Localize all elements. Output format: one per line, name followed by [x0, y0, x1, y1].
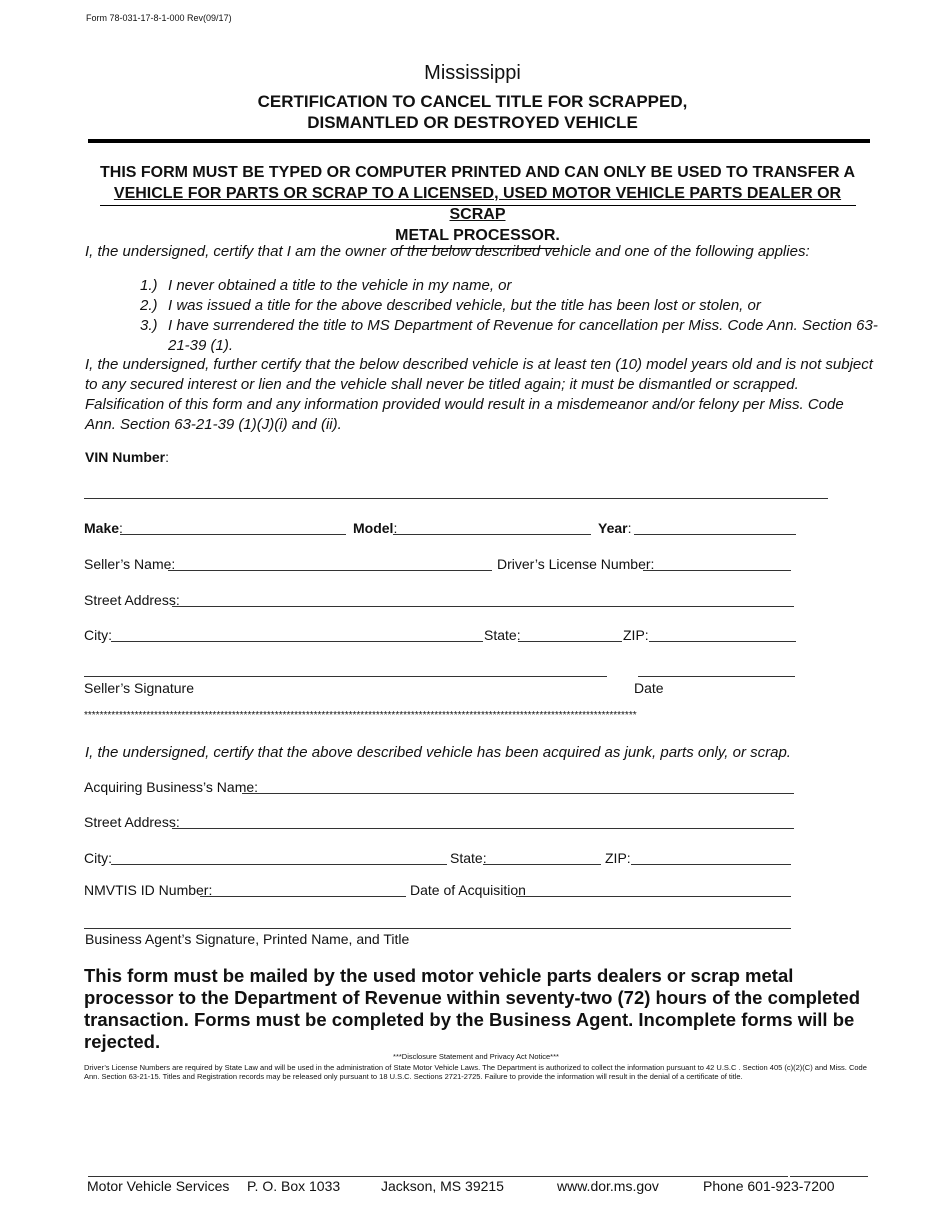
- seller-name-field[interactable]: [168, 570, 492, 571]
- notice-line-3: METAL PROCESSOR.: [395, 225, 560, 249]
- notice-underline: [100, 205, 856, 206]
- condition-text: I have surrendered the title to MS Department of Revenue for cancellation per Miss. Code Ann. Section 63-21-39 (1).: [168, 317, 878, 354]
- disclosure-title: ***Disclosure Statement and Privacy Act Notice***: [393, 1052, 559, 1061]
- make-field[interactable]: [120, 534, 346, 535]
- seller-signature-label: Seller’s Signature: [84, 680, 194, 696]
- seller-city-field[interactable]: [111, 641, 483, 642]
- business-state-label: State:: [450, 850, 487, 866]
- seller-state-label: State:: [484, 627, 521, 643]
- nmvtis-field[interactable]: [200, 896, 406, 897]
- acquisition-date-field[interactable]: [516, 896, 791, 897]
- agent-signature-label: Business Agent’s Signature, Printed Name, and Title: [85, 931, 410, 947]
- seller-date-label: Date: [634, 680, 664, 696]
- header-divider: [88, 139, 870, 143]
- year-label: Year:: [598, 520, 632, 536]
- make-label-text: Make: [84, 520, 120, 536]
- seller-street-label: Street Address:: [84, 592, 180, 608]
- condition-item: [140, 296, 880, 316]
- business-zip-label: ZIP:: [605, 850, 631, 866]
- nmvtis-label: NMVTIS ID Number:: [84, 882, 213, 898]
- seller-signature-field[interactable]: [84, 676, 607, 677]
- owner-certification: I, the undersigned, certify that I am the owner of the below described vehicle and one of the following applies:: [85, 243, 810, 260]
- condition-number: 1.): [140, 277, 158, 294]
- condition-text: I was issued a title for the above described vehicle, but the title has been lost or stolen, or: [168, 297, 761, 314]
- condition-item: [140, 276, 880, 296]
- footer-phone: Phone 601-923-7200: [703, 1178, 835, 1194]
- condition-number: 3.): [140, 317, 158, 334]
- further-certification: I, the undersigned, further certify that the below described vehicle is at least ten (10) model years old and is not subject to any secured interest or lien and the vehicle shall never be titled again; it must be dismantled or scrapped. Falsification of this form and any information provided would result in a misdemeanor and/or felony per Miss. Code Ann. Section 63-21-39 (1)(J)(i) and (ii).: [85, 356, 873, 433]
- footer-city: Jackson, MS 39215: [381, 1178, 504, 1194]
- business-street-label: Street Address:: [84, 814, 180, 830]
- title-line-1: CERTIFICATION TO CANCEL TITLE FOR SCRAPPED,: [257, 92, 688, 111]
- model-field[interactable]: [393, 534, 591, 535]
- seller-street-field[interactable]: [172, 606, 794, 607]
- vin-field[interactable]: [84, 498, 828, 499]
- condition-number: 2.): [140, 297, 158, 314]
- seller-date-field[interactable]: [638, 676, 795, 677]
- seller-zip-field[interactable]: [649, 641, 796, 642]
- footer-po-box: P. O. Box 1033: [247, 1178, 341, 1194]
- driver-license-field[interactable]: [643, 570, 791, 571]
- business-name-label: Acquiring Business’s Name:: [84, 779, 259, 795]
- vin-label-text: VIN Number: [85, 449, 166, 465]
- footer-rule-right: [790, 1176, 868, 1177]
- footer-website[interactable]: www.dor.ms.gov: [557, 1178, 659, 1194]
- seller-state-field[interactable]: [518, 641, 622, 642]
- footer-office: Motor Vehicle Services: [87, 1178, 230, 1194]
- seller-name-label: Seller’s Name:: [84, 556, 176, 572]
- state-name: Mississippi: [424, 62, 521, 84]
- agent-signature-field[interactable]: [84, 928, 791, 929]
- make-label: Make:: [84, 520, 123, 536]
- seller-city-label: City:: [84, 627, 112, 643]
- business-state-field[interactable]: [483, 864, 601, 865]
- year-label-text: Year: [598, 520, 628, 536]
- condition-text: I never obtained a title to the vehicle in my name, or: [168, 277, 512, 294]
- business-name-field[interactable]: [242, 793, 794, 794]
- model-label-text: Model: [353, 520, 394, 536]
- business-city-label: City:: [84, 850, 112, 866]
- title-line-2: DISMANTLED OR DESTROYED VEHICLE: [307, 113, 638, 132]
- notice-line-1: THIS FORM MUST BE TYPED OR COMPUTER PRINTED AND CAN ONLY BE USED TO TRANSFER A: [99, 164, 855, 181]
- business-street-field[interactable]: [172, 828, 794, 829]
- acquirer-certification: I, the undersigned, certify that the above described vehicle has been acquired as junk, parts only, or scrap.: [85, 744, 791, 761]
- footer-rule: [88, 1176, 788, 1177]
- notice-line-2: VEHICLE FOR PARTS OR SCRAP TO A LICENSED, USED MOTOR VEHICLE PARTS DEALER OR SCRAP: [113, 185, 842, 223]
- disclosure-body: Driver’s License Numbers are required by State Law and will be used in the administration of State Motor Vehicle Laws. The Department is authorized to collect the information pursuant to 42 U.S.C . Section 405 (c)(2)(C) and Miss. Code Ann. Section 63-21-15. Titles and Registration records may be released only pursuant to 18 U.S.C. Sections 2721-2725. Failure to provide the information will result in the denial of a certificate of title.: [84, 1063, 867, 1081]
- business-city-field[interactable]: [111, 864, 447, 865]
- condition-item: [140, 316, 880, 356]
- driver-license-label: Driver’s License Number:: [497, 556, 655, 572]
- conditions-list: [140, 276, 880, 356]
- mailing-notice: This form must be mailed by the used motor vehicle parts dealers or scrap metal processor to the Department of Revenue within seventy-two (72) hours of the completed transaction. Forms must be completed by the Business Agent. Incomplete forms will be rejected.: [84, 965, 861, 1052]
- form-title: [0, 91, 945, 133]
- business-zip-field[interactable]: [631, 864, 791, 865]
- form-id: Form 78-031-17-8-1-000 Rev(09/17): [86, 13, 232, 23]
- year-field[interactable]: [634, 534, 796, 535]
- model-label: Model:: [353, 520, 398, 536]
- seller-zip-label: ZIP:: [623, 627, 649, 643]
- section-separator: **********************************************************************************************************************************************: [84, 710, 637, 721]
- vin-label: VIN Number:: [85, 449, 170, 465]
- acquisition-date-label: Date of Acquisition: [410, 882, 526, 898]
